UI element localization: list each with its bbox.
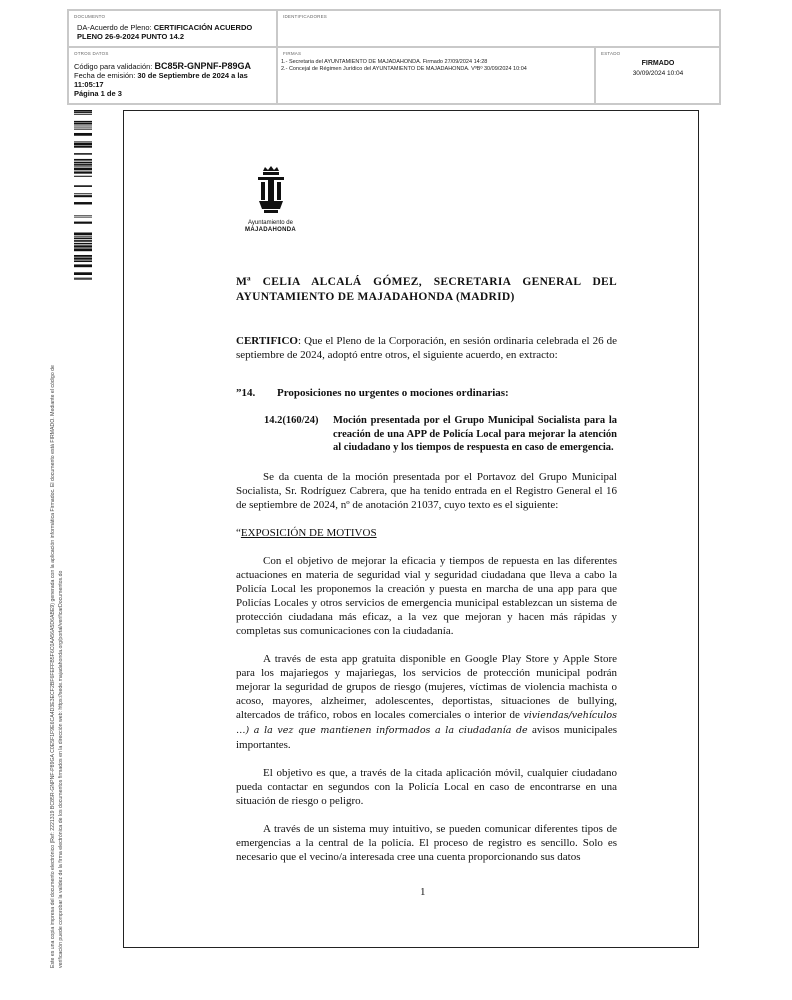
identificadores-label: IDENTIFICADORES — [283, 14, 328, 19]
otros-datos-label: OTROS DATOS — [74, 51, 109, 56]
documento-cell — [68, 10, 277, 47]
paragraph-3-italic: viviendas/vehículos …) a la vez que mantienen informados a la ciudadanía de — [236, 709, 617, 736]
firma-1: 1.- Secretaria del AYUNTAMIENTO DE MAJADAHONDA. Firmado 27/09/2024 14:28 — [281, 59, 488, 65]
documento-label: DOCUMENTO — [74, 14, 106, 19]
certifico-paragraph: CERTIFICO: Que el Pleno de la Corporación, en sesión ordinaria celebrada el 26 de septiembre de 2024, adoptó entre otros, el siguiente acuerdo, en extracto: — [236, 335, 617, 361]
document-header — [67, 9, 721, 105]
logo-line-2: MAJADAHONDA — [245, 227, 296, 233]
estado-value — [596, 58, 720, 78]
paragraph-1: Se da cuenta de la moción presentada por el Portavoz del Grupo Municipal Socialista, Sr. Rodríguez Cabrera, que ha tenido entrada en el Registro General el 16 de septiembre de 2024, nº de anotación 21037, cuyo texto es el siguiente: — [236, 470, 617, 511]
barcode — [74, 110, 92, 280]
municipality-logo — [233, 165, 308, 234]
firmas-label: FIRMAS — [283, 51, 302, 56]
estado-label: ESTADO — [601, 51, 621, 56]
point-number: ”14. — [236, 387, 256, 399]
point-14-2-heading — [236, 414, 617, 455]
identificadores-cell — [277, 10, 720, 47]
document-title: Mª CELIA ALCALÁ GÓMEZ, SECRETARIA GENERAL DEL AYUNTAMIENTO DE MAJADAHONDA (MADRID) — [236, 276, 617, 303]
logo-line-1: Ayuntamiento de — [248, 220, 293, 226]
paragraph-2: Con el objetivo de mejorar la eficacia y tiempos de repuesta en las diferentes actuaciones en materia de seguridad vial y seguridad ciudadana que lleva a cabo la Policía Local les proponemos la creación y puesta en marcha de una app para que Policías Locales y otros servicios de emergencia municipal establezcan un sistema de protección ciudadana más eficaz, a la vez que mejoran y hacen más rápidas y completas sus comunicaciones con la ciudadanía. — [236, 554, 617, 637]
paragraph-4: El objetivo es que, a través de la citada aplicación móvil, cualquier ciudadano pueda contactar en segundos con la Policía Local en caso de encontrarse en una situación de riesgo o peligro. — [236, 766, 617, 807]
firma-2: 2.- Concejal de Régimen Jurídico del AYUNTAMIENTO DE MAJADAHONDA. VºBº 30/09/2024 10:04 — [281, 66, 527, 72]
point-title: Proposiciones no urgentes o mociones ordinarias: — [277, 387, 509, 399]
sub-number: 14.2(160/24) — [264, 415, 319, 426]
otros-datos-cell — [68, 47, 277, 104]
validation-code[interactable]: BC85R-GNPNF-P89GA — [154, 61, 251, 71]
estado-status: FIRMADO — [641, 60, 675, 67]
sidenote-line-1: Este es una copia impresa del documento electrónico (Ref: 2221319 BC85R-GNPNF-P89GA C0E5F1F9E6CA4D3E3ECF2BF6FEFFB5F6C0AA56A5D6ABE9) generada con la aplicación informática Firmadoc. El documento está FIRMADO. Mediante el código de — [50, 365, 56, 968]
otros-datos-value: Código para validación: BC85R-GNPNF-P89GA Fecha de emisión: 30 de Septiembre de 2024 a las 11:05:17 Página 1 de 3 — [74, 61, 251, 98]
verification-sidenote — [50, 288, 65, 968]
documento-value: DA-Acuerdo de Pleno: CERTIFICACIÓN ACUERDO PLENO 26-9-2024 PUNTO 14.2 — [77, 23, 253, 41]
sub-title: Moción presentada por el Grupo Municipal Socialista para la creación de una APP de Policía Local para mejorar la atención al ciudadano y los tiempos de respuesta en caso de emergencia. — [333, 415, 617, 453]
document-body — [236, 275, 617, 864]
point-14-heading — [236, 386, 617, 400]
estado-cell — [595, 47, 720, 104]
coat-of-arms-icon — [255, 165, 287, 215]
page-number: 1 — [420, 886, 426, 898]
paragraph-5: A través de un sistema muy intuitivo, se pueden comunicar diferentes tipos de emergencias a la central de la policía. El proceso de registro es sencillo. Solo es necesario que el vecino/a interesada cree una cuenta proporcionando sus datos — [236, 822, 617, 863]
section-heading: “EXPOSICIÓN DE MOTIVOS — [236, 526, 377, 539]
estado-date: 30/09/2024 10:04 — [632, 70, 684, 77]
paragraph-3: A través de esta app gratuita disponible en Google Play Store y Apple Store para los majariegos y majariegas, los servicios de protección municipal podrán mejorar la seguridad de grupos de riesgo (mujeres, víctimas de violencia machista o acoso, mayores, alzheimer, adolescentes, deportistas, situaciones de bullying, altercados de tráfico, robos en locales comerciales o interior de viviendas/vehículos …) a la vez que mantienen informados a la ciudadanía de avisos municipales importantes. — [236, 652, 618, 751]
sidenote-line-2: verificación puede comprobar la validez de la firma electrónica de los documentos firmados en la dirección web: https://sede.majadahonda.org/portal/verificarDocumentos.do — [57, 570, 64, 968]
firmas-list — [281, 59, 595, 73]
firmas-cell — [277, 47, 595, 104]
page-count: Página 1 de 3 — [74, 89, 122, 98]
